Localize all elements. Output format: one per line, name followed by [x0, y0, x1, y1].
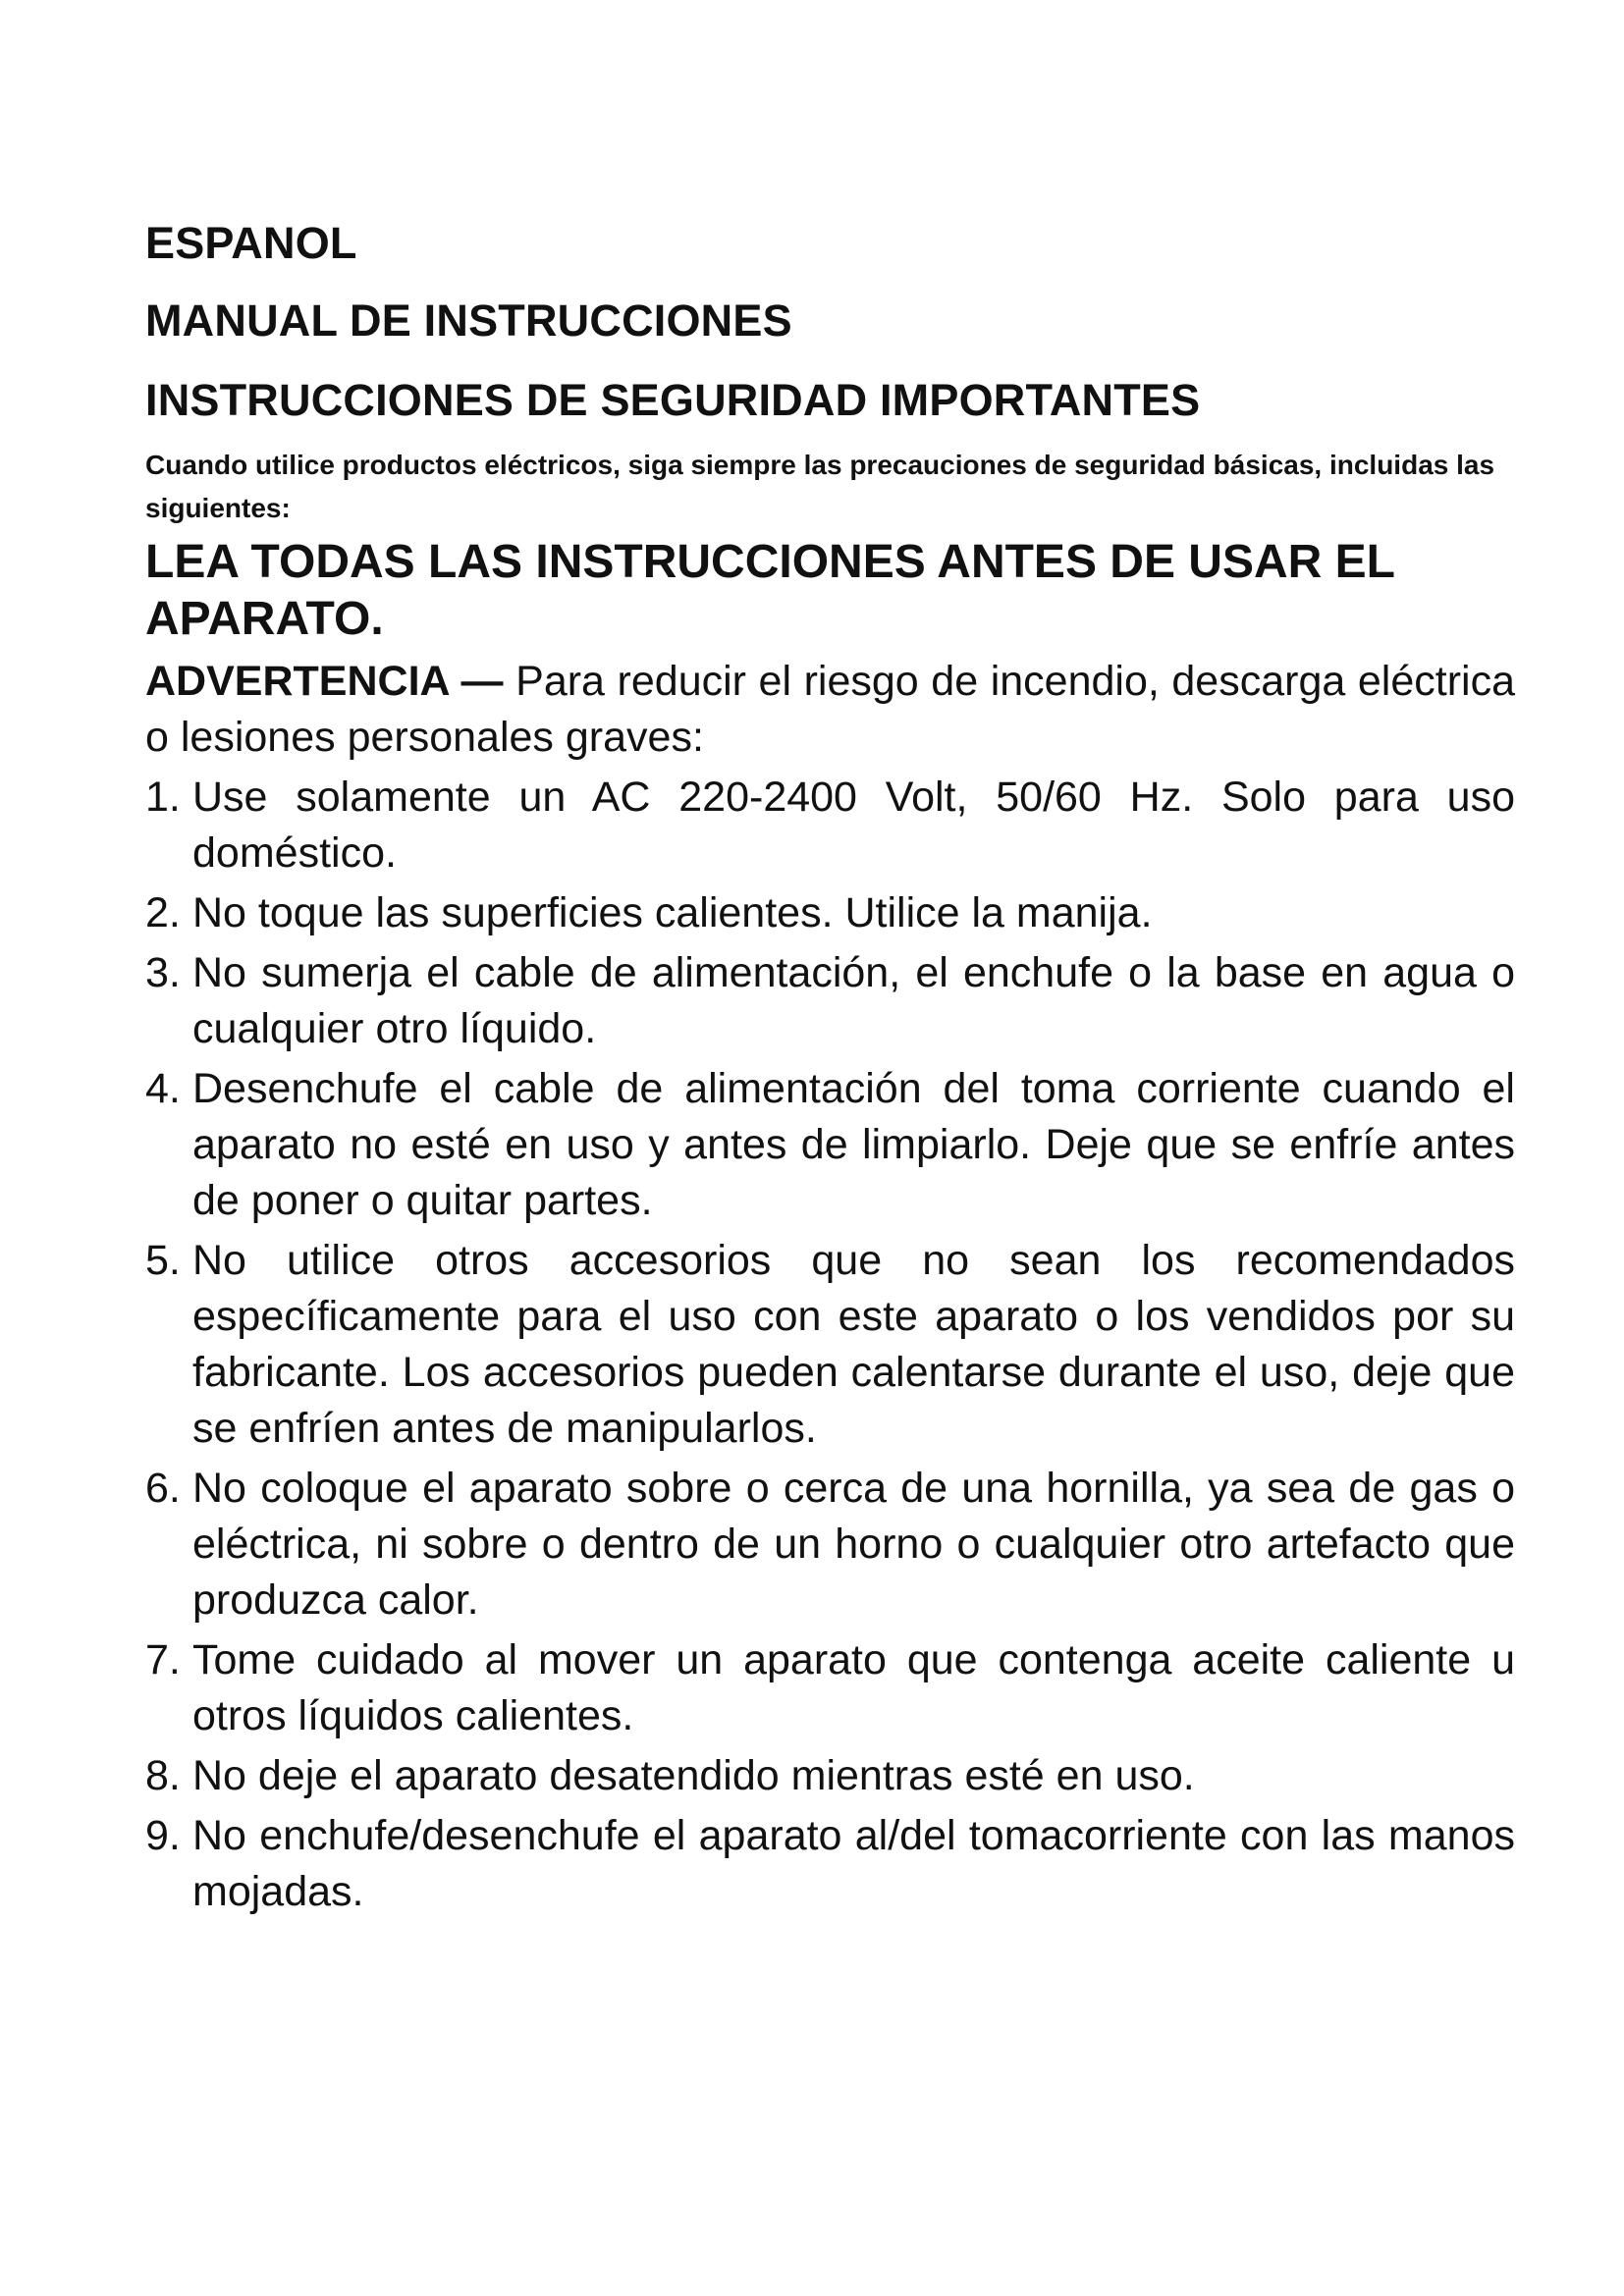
list-item-number: 1.: [145, 774, 181, 821]
list-item: [145, 770, 1515, 881]
list-item: [145, 885, 1515, 941]
list-item: [145, 1233, 1515, 1457]
list-item-number: 2.: [145, 889, 181, 936]
list-item: [145, 945, 1515, 1057]
list-item-text: No deje el aparato desatendido mientras esté en uso.: [192, 1752, 1195, 1799]
warning-label: ADVERTENCIA —: [145, 658, 504, 705]
list-item-text: No utilice otros accesorios que no sean los recomendados específicamente para el uso con este aparato o los vendidos por su fabricante. Los accesorios pueden calentarse durante el uso, deje que se enfríen antes de manipularlos.: [192, 1237, 1515, 1452]
list-item-number: 3.: [145, 949, 181, 996]
list-item-text: Desenchufe el cable de alimentación del toma corriente cuando el aparato no esté en uso y antes de limpiarlo. Deje que se enfríe antes de poner o quitar partes.: [192, 1065, 1515, 1224]
list-item-number: 7.: [145, 1636, 181, 1683]
safety-heading: INSTRUCCIONES DE SEGURIDAD IMPORTANTES: [145, 375, 1201, 425]
intro-text: Cuando utilice productos eléctricos, siga siempre las precauciones de seguridad básicas, incluidas las siguientes:: [145, 450, 1495, 523]
list-item-text: Tome cuidado al mover un aparato que contenga aceite caliente u otros líquidos calientes.: [192, 1636, 1515, 1739]
list-item-text: No coloque el aparato sobre o cerca de una hornilla, ya sea de gas o eléctrica, ni sobre o dentro de un horno o cualquier otro artefacto que produzca calor.: [192, 1465, 1515, 1624]
manual-page: [145, 218, 1515, 1924]
list-item-text: No sumerja el cable de alimentación, el enchufe o la base en agua o cualquier otro líquido.: [192, 949, 1515, 1052]
language-heading: ESPANOL: [145, 218, 357, 268]
list-item-number: 6.: [145, 1465, 181, 1512]
list-item: [145, 1461, 1515, 1629]
list-item-number: 9.: [145, 1812, 181, 1859]
warning-paragraph: [145, 654, 1515, 766]
list-item-number: 8.: [145, 1752, 181, 1799]
read-all-instructions-heading: LEA TODAS LAS INSTRUCCIONES ANTES DE USAR EL APARATO.: [145, 536, 1395, 645]
list-item: [145, 1808, 1515, 1920]
list-item: [145, 1061, 1515, 1229]
list-item: [145, 1748, 1515, 1804]
manual-heading: MANUAL DE INSTRUCCIONES: [145, 295, 792, 346]
list-item-number: 5.: [145, 1237, 181, 1284]
list-item-number: 4.: [145, 1065, 181, 1112]
list-item-text: No toque las superficies calientes. Utilice la manija.: [192, 889, 1153, 936]
list-item-text: Use solamente un AC 220-2400 Volt, 50/60 Hz. Solo para uso doméstico.: [192, 774, 1515, 877]
list-item-text: No enchufe/desenchufe el aparato al/del tomacorriente con las manos mojadas.: [192, 1812, 1515, 1915]
list-item: [145, 1632, 1515, 1744]
safety-instructions-list: [145, 770, 1515, 1920]
warning-text: Para reducir el riesgo de incendio, descarga eléctrica o lesiones personales graves:: [145, 658, 1515, 761]
